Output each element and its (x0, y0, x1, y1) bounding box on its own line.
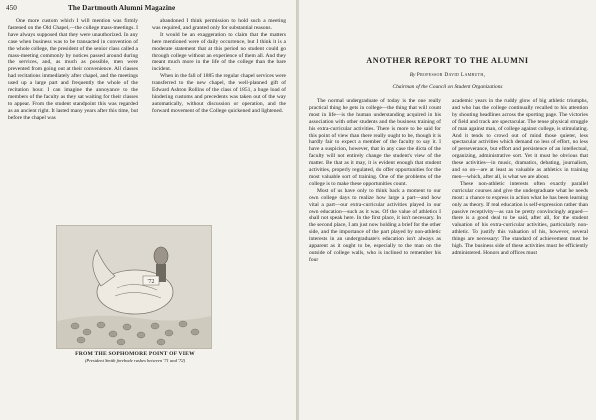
byline (299, 72, 596, 78)
byline-author: Professor David Lambuth, (416, 72, 486, 78)
byline-prefix: By (409, 72, 416, 78)
running-head (6, 4, 290, 14)
right-column-1 (309, 98, 441, 416)
right-column-2 (452, 98, 588, 416)
paragraph: It would be an exaggeration to claim that the matters here mentioned were of daily occurrence, but I think it is a moderate statement that at this period no student could go through college without an experience of them all. And they meant much more in the life of the college than the bare incident. (152, 31, 286, 73)
magazine-title: The Dartmouth Alumni Magazine (68, 4, 176, 12)
left-column-2 (152, 18, 286, 208)
author-affiliation: Chairman of the Council on Student Organizations (392, 84, 503, 90)
paragraph: abandoned I think permission to hold such a meeting was required, and granted only for substantial reasons. (152, 18, 286, 31)
left-page (0, 0, 297, 420)
paragraph: Most of us have only to think back a moment to our own college days to realize how large a part—and how vital a part—our extra-curricular activities played in our own education—such as it was. Of the value of athletics I shall not speak here. In the first place, it isn't necessary. In the second place, I am just now holding a brief for the other side, and the importance of the part played by non-athletic interests in an undergraduate's education isn't always as apparent as it ought to be, especially to the man on the outside of college walls, who is inclined to remember his four (309, 187, 441, 263)
caption-title: FROM THE SOPHOMORE POINT OF VIEW (75, 351, 195, 357)
page-number: 450 (6, 4, 17, 12)
cartoon-sign-text: '72 (147, 279, 155, 285)
cartoon-drawing (57, 226, 211, 348)
paragraph: One more custom which I will mention was firmly fastened on the Old Chapel,—the college mass-meetings. I have always supposed that they were unauthorized. In any case when business was to be transacted in convention of the whole college, the president of the senior class called a mass-meeting commonly by notices passed around during the services, and, as much as possible, men were prevented from going out at their convenience. All classes had recitations immediately after chapel, and the meetings used up a large part and frequently the whole of the recitation hour. I can imagine the annoyance to the members of the faculty as they sat waiting for their classes to appear. From the student standpoint this was regarded as an ancient right. It lasted many years after this time, but before the chapel was (8, 18, 138, 121)
paragraph: When in the fall of 1885 the regular chapel services were transferred to the new chapel, the well-planned gift of Edward Ashton Rollins of the class of 1851, a huge load of hindering customs and precedents was taken out of the way automatically, without discussion or operation, and the forward movement of the College quickened and lightened. (152, 73, 286, 114)
cartoon-illustration (56, 225, 212, 349)
caption-subtitle: (President Smith forebode rushes between '71 and '72) (84, 358, 186, 363)
paragraph: The normal undergraduate of today is the one really practical thing he gets in college—the thing that will count most in life—is the human understanding acquired in his association with other students and the business training of his extra-curricular activities. There is more to be said for this point of view than there really ought to be, though it is hardly fair to expect a member of the faculty to say it. I have a suspicion, however, that in any case the dicta of the faculty will not entirely change the student's view of the matter. Be that as it may, it is evident enough that student activities, properly regulated, do offer opportunities for the most valuable sort of training. One of the problems of the college is to make these opportunities count. (309, 98, 441, 187)
article-title: ANOTHER REPORT TO THE ALUMNI (366, 56, 529, 65)
figure-caption (40, 351, 230, 363)
paragraph: These non-athletic interests often exactly parallel curricular courses and give the undergraduate what he needs most: a chance to express in action what he has been learning only as theory. If real education is self-expression rather than passive receptivity—as can be pretty convincingly argued—there is a good deal to be said, after all, for the student valuation of his extra-curricular activities, particularly non-athletic. To justify this valuation of his, however, several things are necessary: The standard of achievement must be high. The business side of these activities must be efficiently administered. Honors and offices must (452, 180, 588, 256)
right-page (299, 0, 596, 420)
paragraph: academic years in the ruddy glow of big athletic triumphs, and who has the college continually recalled to his attention by shouting headlines across the sporting page. The victories of field and track are spectacular. The tense physical struggle of man against man, of college against college, is stimulating. And it tends to crowd out of mind those quieter, less spectacular activities which demand no less of effort, no less of perseverance, but effort and persistence of an intellectual, organizing, administrative sort. Yet it must be obvious that these activities—in music, dramatics, debating, journalism, and so on—are at least as valuable as athletics in training men—which, after all, is what we are about. (452, 98, 588, 180)
left-column-1 (8, 18, 138, 218)
